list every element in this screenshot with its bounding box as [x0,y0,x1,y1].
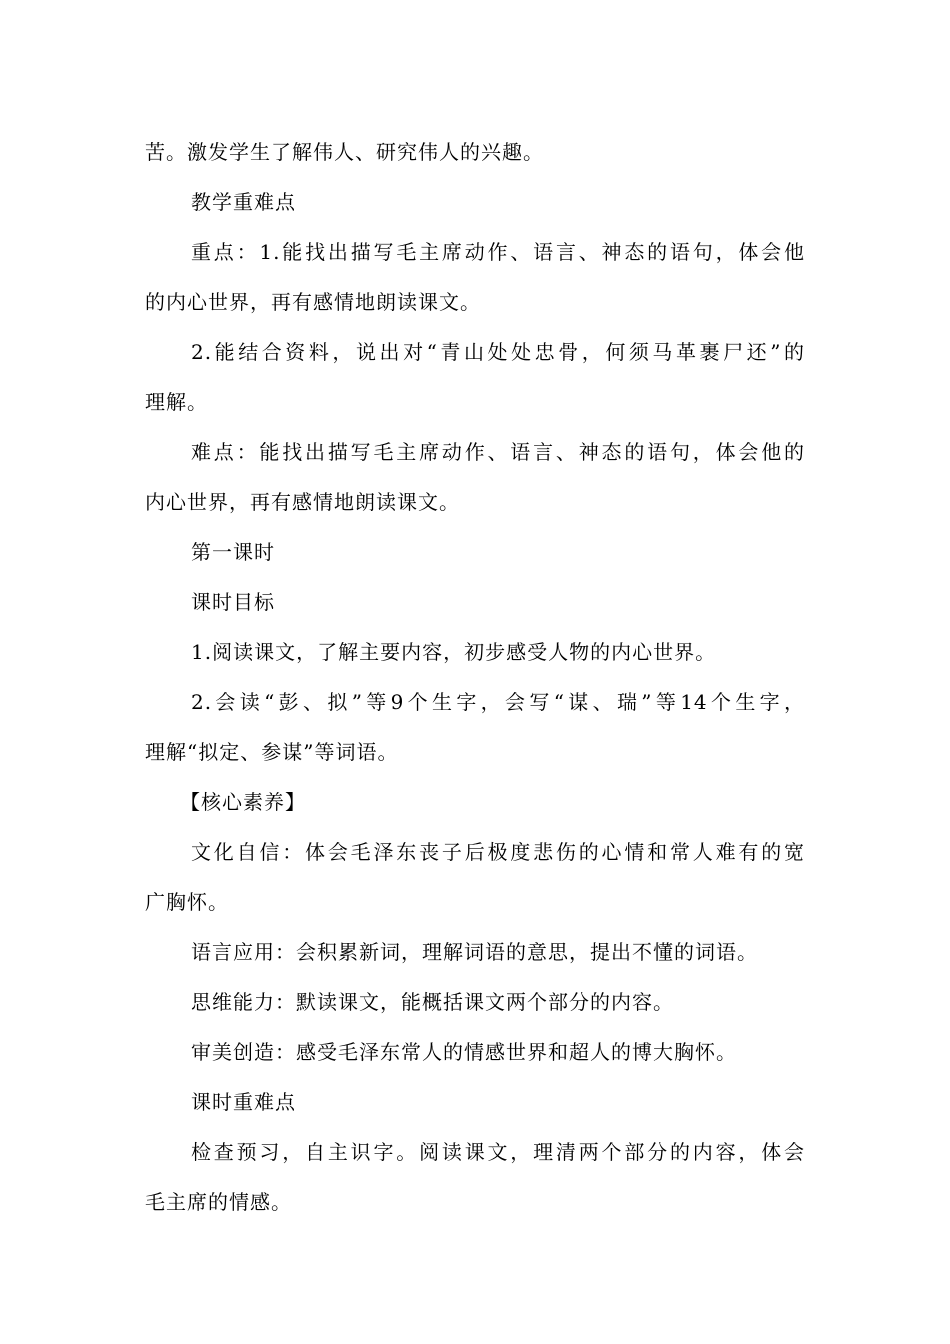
text-line-13: 理解“拟定、参谋”等词语。 [145,740,399,764]
text-line-21: 检查预习，自主识字。阅读课文，理清两个部分的内容，体会 [191,1140,805,1164]
section-heading-key-points: 教学重难点 [191,190,296,214]
text-line-22: 毛主席的情感。 [145,1190,292,1214]
text-line-19: 审美创造：感受毛泽东常人的情感世界和超人的博大胸怀。 [191,1040,737,1064]
text-line-1: 苦。激发学生了解伟人、研究伟人的兴趣。 [145,140,544,164]
section-heading-core-literacy: 【核心素养】 [180,790,306,814]
section-heading-lesson-goals: 课时目标 [191,590,275,614]
text-line-18: 思维能力：默读课文，能概括课文两个部分的内容。 [191,990,674,1014]
section-heading-first-lesson: 第一课时 [191,540,275,564]
section-heading-lesson-key-points: 课时重难点 [191,1090,296,1114]
text-line-15: 文化自信：体会毛泽东丧子后极度悲伤的心情和常人难有的宽 [191,840,805,864]
text-line-4: 的内心世界，再有感情地朗读课文。 [145,290,481,314]
text-line-7: 难点：能找出描写毛主席动作、语言、神态的语句，体会他的 [191,440,805,464]
text-line-11: 1.阅读课文，了解主要内容，初步感受人物的内心世界。 [191,640,717,664]
text-line-8: 内心世界，再有感情地朗读课文。 [145,490,460,514]
text-line-3: 重点：1.能找出描写毛主席动作、语言、神态的语句，体会他 [191,240,805,264]
text-line-5: 2.能结合资料，说出对“青山处处忠骨，何须马革裹尸还”的 [191,340,805,364]
text-line-6: 理解。 [145,390,208,414]
text-line-16: 广胸怀。 [145,890,229,914]
text-line-17: 语言应用：会积累新词，理解词语的意思，提出不懂的词语。 [191,940,758,964]
text-line-12: 2.会读“彭、拟”等9个生字，会写“谋、瑞”等14个生字， [191,690,805,714]
